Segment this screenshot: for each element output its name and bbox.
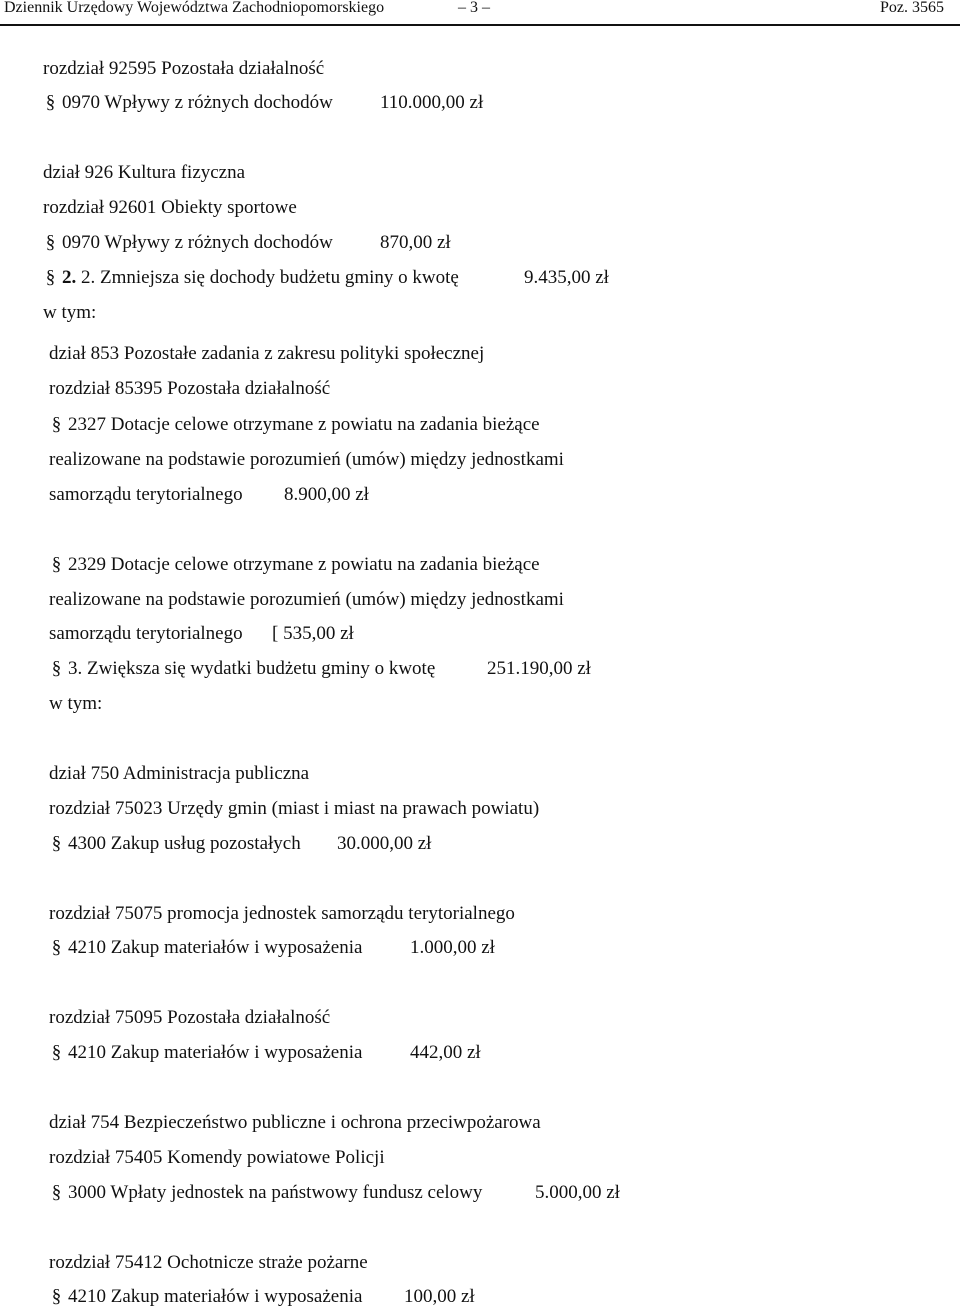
division-line: dział 926 Kultura fizyczna: [43, 162, 246, 183]
page-number: – 3 –: [458, 0, 490, 16]
chapter-line: rozdział 75075 promocja jednostek samorządu terytorialnego: [49, 903, 515, 924]
chapter-line: rozdział 92601 Obiekty sportowe: [43, 197, 297, 218]
expense-item-line: § 4300 Zakup usług pozostałych 30.000,00 zł: [49, 833, 301, 855]
amount: 110.000,00 zł: [380, 92, 484, 113]
journal-title: Dziennik Urzędowy Województwa Zachodniopomorskiego: [4, 0, 385, 16]
increase-expense-heading: § 3. Zwiększa się wydatki budżetu gminy o kwotę 251.190,00 zł: [49, 658, 435, 680]
expense-item-line: § 4210 Zakup materiałów i wyposażenia 100,00 zł: [49, 1286, 362, 1308]
expense-item-line: § 4210 Zakup materiałów i wyposażenia 442,00 zł: [49, 1042, 362, 1064]
expense-item-line: § 4210 Zakup materiałów i wyposażenia 1.000,00 zł: [49, 937, 362, 959]
division-line: dział 853 Pozostałe zadania z zakresu polityki społecznej: [49, 343, 485, 364]
chapter-line: rozdział 75023 Urzędy gmin (miast i miast na prawach powiatu): [49, 798, 540, 819]
page-header: [0, 0, 960, 26]
amount: 30.000,00 zł: [337, 833, 432, 854]
section-mark: §: [51, 1042, 62, 1063]
amount: 870,00 zł: [380, 232, 451, 253]
section-mark: §: [45, 92, 56, 113]
including-label: w tym:: [43, 302, 97, 323]
division-line: dział 754 Bezpieczeństwo publiczne i ochrona przeciwpożarowa: [49, 1112, 541, 1133]
section-mark: §: [51, 554, 62, 575]
subsidy-item-line: § 2327 Dotacje celowe otrzymane z powiatu na zadania bieżące: [49, 414, 540, 436]
amount: 251.190,00 zł: [487, 658, 591, 679]
position-number: Poz. 3565: [880, 0, 944, 16]
amount: 1.000,00 zł: [410, 937, 495, 958]
section-mark: §: [45, 267, 56, 288]
section-mark: §: [51, 414, 62, 435]
amount: 5.000,00 zł: [535, 1182, 620, 1203]
subsidy-item-continuation: realizowane na podstawie porozumień (umów) między jednostkami: [49, 449, 564, 470]
section-mark: §: [51, 1286, 62, 1307]
amount: [ 535,00 zł: [272, 623, 354, 644]
amount: 100,00 zł: [404, 1286, 475, 1307]
chapter-line: rozdział 75095 Pozostała działalność: [49, 1007, 331, 1028]
expense-item-line: § 3000 Wpłaty jednostek na państwowy fundusz celowy 5.000,00 zł: [49, 1182, 482, 1204]
subsidy-item-continuation: realizowane na podstawie porozumień (umów) między jednostkami: [49, 589, 564, 610]
chapter-line: rozdział 75405 Komendy powiatowe Policji: [49, 1147, 385, 1168]
amount: 8.900,00 zł: [284, 484, 369, 505]
subsidy-item-continuation: samorządu terytorialnego 8.900,00 zł: [49, 484, 369, 505]
section-mark: §: [45, 232, 56, 253]
subsidy-item-continuation: samorządu terytorialnego [ 535,00 zł: [49, 623, 354, 644]
amount: 9.435,00 zł: [524, 267, 609, 288]
income-item-line: § 0970 Wpływy z różnych dochodów 870,00 zł: [43, 232, 333, 254]
division-line: dział 750 Administracja publiczna: [49, 763, 310, 784]
chapter-line: rozdział 92595 Pozostała działalność: [43, 58, 325, 79]
section-mark: §: [51, 1182, 62, 1203]
section-mark: §: [51, 658, 62, 679]
section-mark: §: [51, 937, 62, 958]
section-mark: §: [51, 833, 62, 854]
including-label: w tym:: [49, 693, 103, 714]
income-item-line: § 0970 Wpływy z różnych dochodów 110.000,00 zł: [43, 92, 333, 114]
chapter-line: rozdział 75412 Ochotnicze straże pożarne: [49, 1252, 368, 1273]
amount: 442,00 zł: [410, 1042, 481, 1063]
decrease-income-heading: § 2. 2. Zmniejsza się dochody budżetu gminy o kwotę 9.435,00 zł: [43, 267, 459, 289]
chapter-line: rozdział 85395 Pozostała działalność: [49, 378, 331, 399]
subsidy-item-line: § 2329 Dotacje celowe otrzymane z powiatu na zadania bieżące: [49, 554, 540, 576]
